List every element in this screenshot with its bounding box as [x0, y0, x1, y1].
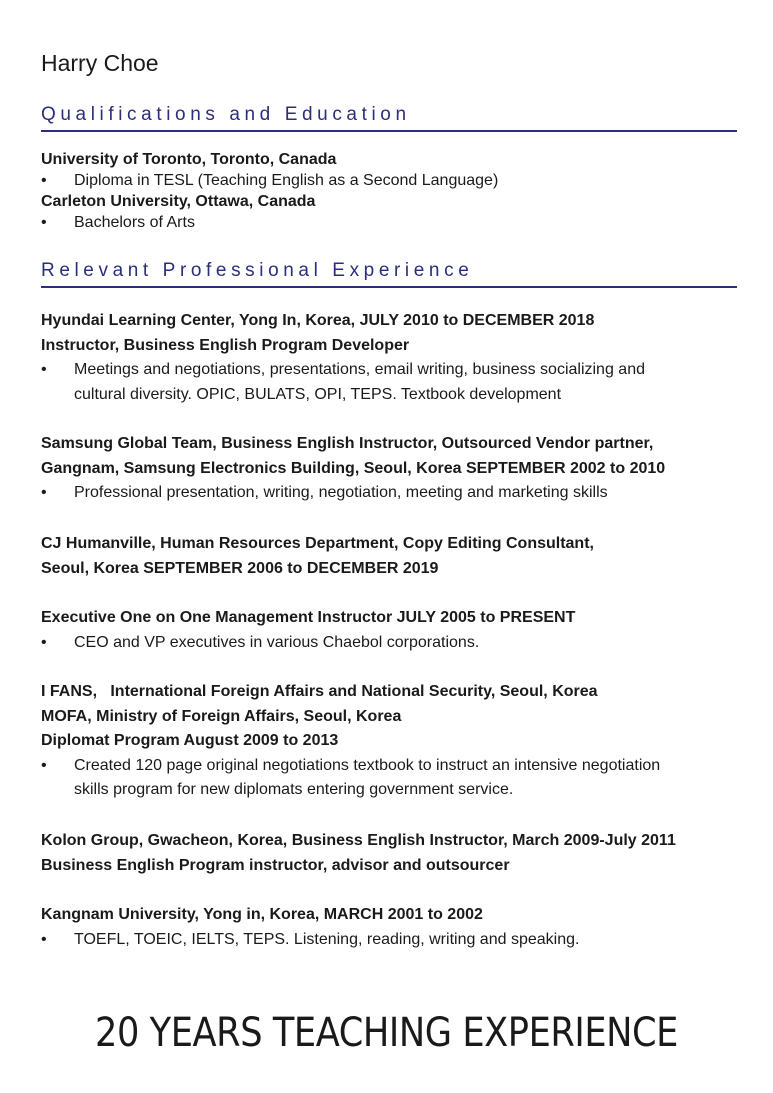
job-entry [41, 309, 741, 407]
job-role: Instructor, Business English Program Developer [41, 336, 410, 354]
job-heading-cont: Gangnam, Samsung Electronics Building, Seoul, Korea SEPTEMBER 2002 to 2010 [41, 459, 666, 477]
job-role: Diplomat Program August 2009 to 2013 [41, 732, 339, 749]
school-name: Carleton University, Ottawa, Canada [41, 193, 316, 210]
job-heading: CJ Humanville, Human Resources Department, Copy Editing Consultant, [41, 535, 594, 552]
candidate-name: Harry Choe [41, 50, 159, 76]
job-heading: Samsung Global Team, Business English Instructor, Outsourced Vendor partner, [41, 435, 654, 452]
bullet-icon: • [41, 756, 47, 774]
job-entry [41, 903, 741, 952]
job-role: Business English Program instructor, advisor and outsourcer [41, 856, 510, 874]
section-title-experience: Relevant Professional Experience [41, 260, 737, 288]
job-heading: Executive One on One Management Instructor JULY 2005 to PRESENT [41, 609, 576, 626]
job-entry [41, 606, 741, 655]
bullet-icon: • [41, 484, 47, 501]
list-item [41, 754, 741, 803]
job-detail: TOEFL, TOEIC, IELTS, TEPS. Listening, reading, writing and speaking. [74, 930, 580, 948]
job-detail: CEO and VP executives in various Chaebol corporations. [74, 633, 480, 651]
bullet-icon: • [41, 361, 47, 378]
job-detail: Professional presentation, writing, negotiation, meeting and marketing skills [74, 484, 608, 501]
degree-detail: Bachelors of Arts [74, 214, 195, 231]
job-heading: Hyundai Learning Center, Yong In, Korea, JULY 2010 to DECEMBER 2018 [41, 312, 595, 329]
job-entry [41, 829, 741, 878]
experience-banner: 20 YEARS TEACHING EXPERIENCE [95, 1010, 678, 1056]
job-heading: Kangnam University, Yong in, Korea, MARCH 2001 to 2002 [41, 906, 483, 923]
education-list [41, 149, 741, 233]
list-item [41, 928, 741, 953]
job-entry [41, 532, 741, 581]
job-detail: Created 120 page original negotiations textbook to instruct an intensive negotiation [74, 756, 661, 774]
bullet-icon: • [41, 172, 47, 189]
job-detail: Meetings and negotiations, presentations, email writing, business socializing and [74, 361, 645, 378]
bullet-icon: • [41, 930, 47, 948]
job-entry [41, 432, 741, 506]
list-item [41, 212, 741, 233]
job-detail-cont: skills program for new diplomats entering government service. [74, 781, 514, 798]
bullet-icon: • [41, 633, 47, 651]
job-entry [41, 680, 741, 803]
job-heading: Kolon Group, Gwacheon, Korea, Business English Instructor, March 2009-July 2011 [41, 832, 676, 849]
job-heading-cont: Seoul, Korea SEPTEMBER 2006 to DECEMBER 2019 [41, 559, 439, 577]
list-item [41, 170, 741, 191]
job-heading: I FANS, International Foreign Affairs and National Security, Seoul, Korea [41, 683, 598, 700]
bullet-icon: • [41, 214, 47, 231]
job-heading-cont: MOFA, Ministry of Foreign Affairs, Seoul, Korea [41, 707, 402, 725]
section-title-qualifications: Qualifications and Education [41, 104, 737, 132]
school-name: University of Toronto, Toronto, Canada [41, 151, 337, 168]
job-detail-cont: cultural diversity. OPIC, BULATS, OPI, TEPS. Textbook development [74, 385, 562, 403]
list-item [41, 358, 741, 407]
degree-detail: Diploma in TESL (Teaching English as a Second Language) [74, 172, 499, 189]
list-item [41, 481, 741, 506]
list-item [41, 631, 741, 656]
